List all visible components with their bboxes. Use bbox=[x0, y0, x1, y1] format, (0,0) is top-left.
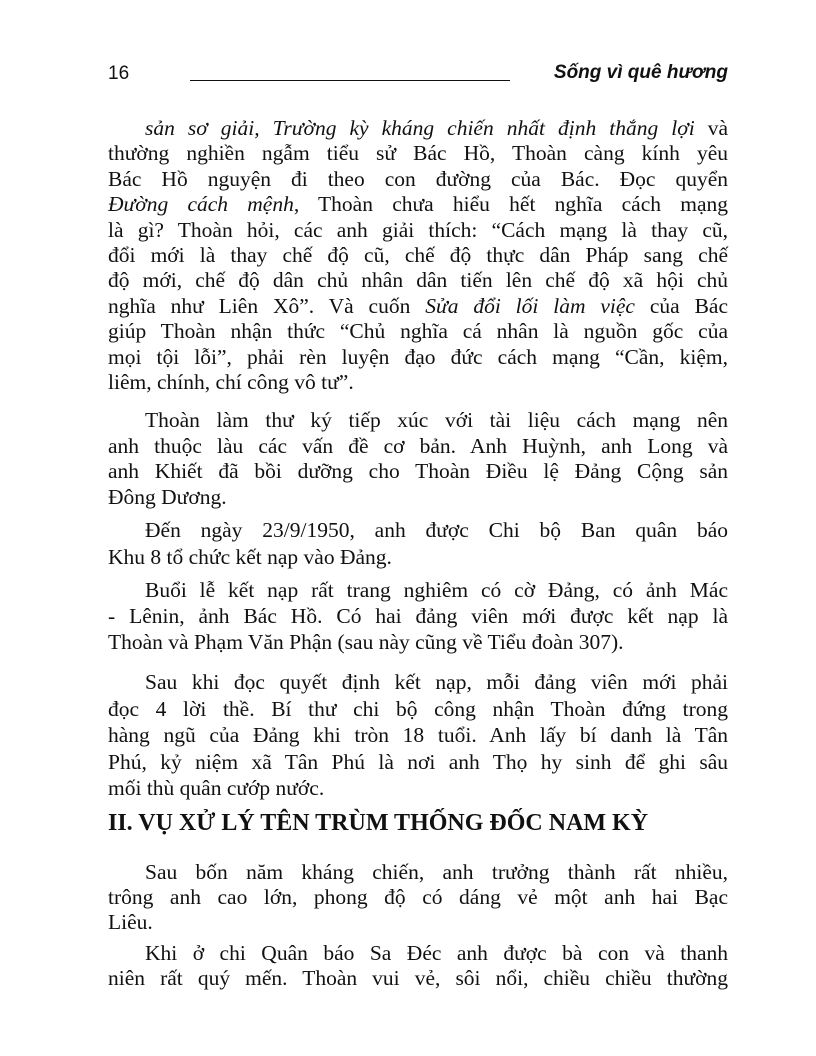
text-line bbox=[108, 696, 728, 722]
italic-title-text: Đường cách mệnh bbox=[108, 192, 294, 217]
text-line bbox=[108, 629, 728, 655]
text-line bbox=[108, 217, 728, 243]
text-segment: độ mới, chế độ dân chủ nhân dân tiến lên chế độ xã hội chủ bbox=[108, 268, 728, 293]
text-segment: , Thoàn chưa hiểu hết nghĩa cách mạng bbox=[293, 192, 729, 217]
text-line bbox=[108, 603, 728, 629]
italic-title-text: sản sơ giải, Trường kỳ kháng chiến nhất định thắng lợi bbox=[145, 116, 695, 140]
text-line bbox=[108, 722, 728, 748]
text-line bbox=[145, 940, 728, 966]
text-segment: Sau bốn năm kháng chiến, anh trưởng thành rất nhiều, bbox=[145, 860, 728, 884]
text-segment: và bbox=[694, 116, 728, 140]
text-line bbox=[108, 775, 728, 801]
text-line bbox=[108, 191, 728, 217]
text-segment: anh Khiết đã bồi dưỡng cho Thoàn Điều lệ Đảng Cộng sản bbox=[108, 459, 728, 483]
text-line bbox=[108, 318, 728, 344]
text-line bbox=[108, 140, 728, 166]
text-line bbox=[145, 115, 728, 141]
text-line bbox=[108, 267, 728, 293]
text-line bbox=[108, 293, 728, 319]
text-line bbox=[108, 544, 728, 570]
text-line bbox=[145, 669, 728, 695]
text-segment: Đông Dương. bbox=[108, 484, 227, 509]
text-segment: mọi tội lỗi”, phải rèn luyện đạo đức cách mạng “Cần, kiệm, bbox=[108, 344, 728, 369]
running-title: Sống vì quê hương bbox=[553, 62, 728, 83]
text-segment: của Bác bbox=[634, 293, 728, 318]
text-segment: đọc 4 lời thề. Bí thư chi bộ công nhận Thoàn đứng trong bbox=[108, 696, 728, 721]
text-segment: nghĩa như Liên Xô”. Và cuốn bbox=[108, 293, 426, 318]
text-segment: niên rất quý mến. Thoàn vui vẻ, sôi nổi, chiều chiều thường bbox=[108, 966, 728, 990]
italic-title-text: Sửa đổi lối làm việc bbox=[425, 293, 635, 318]
text-segment: - Lênin, ảnh Bác Hồ. Có hai đảng viên mới được kết nạp là bbox=[108, 604, 728, 628]
text-segment: mối thù quân cướp nước. bbox=[108, 776, 325, 800]
text-line bbox=[108, 484, 728, 510]
text-segment: Buổi lễ kết nạp rất trang nghiêm có cờ Đảng, có ảnh Mác bbox=[145, 578, 728, 602]
text-line bbox=[108, 433, 728, 459]
text-segment: là gì? Thoàn hỏi, các anh giải thích: “Cách mạng là thay cũ, bbox=[108, 217, 728, 242]
text-segment: thường nghiền ngẫm tiểu sử Bác Hồ, Thoàn càng kính yêu bbox=[108, 141, 728, 166]
text-segment: Khu 8 tổ chức kết nạp vào Đảng. bbox=[108, 544, 392, 569]
text-line bbox=[145, 407, 728, 433]
text-line bbox=[145, 577, 728, 603]
text-segment: đổi mới là thay chế độ cũ, chế độ thực dân Pháp sang chế bbox=[108, 243, 728, 267]
text-segment: Phú, kỷ niệm xã Tân Phú là nơi anh Thọ hy sinh để ghi sâu bbox=[108, 749, 728, 774]
text-segment: giúp Thoàn nhận thức “Chủ nghĩa cá nhân là nguồn gốc của bbox=[108, 319, 728, 344]
text-line bbox=[108, 344, 728, 370]
text-segment: Bác Hồ nguyện đi theo con đường của Bác. Đọc quyển bbox=[108, 166, 728, 191]
text-line bbox=[145, 859, 728, 885]
text-line bbox=[108, 242, 728, 268]
text-line bbox=[108, 909, 728, 935]
text-line bbox=[108, 369, 728, 395]
text-segment: Liêu. bbox=[108, 910, 153, 934]
header-rule bbox=[190, 80, 510, 81]
section-heading: II. VỤ XỬ LÝ TÊN TRÙM THỐNG ĐỐC NAM KỲ bbox=[108, 810, 649, 836]
page-number: 16 bbox=[108, 63, 130, 84]
text-segment: Sau khi đọc quyết định kết nạp, mỗi đảng viên mới phải bbox=[145, 670, 728, 694]
text-segment: trông anh cao lớn, phong độ có dáng vẻ một anh hai Bạc bbox=[108, 885, 728, 909]
text-segment: liêm, chính, chí công vô tư”. bbox=[108, 370, 354, 394]
text-line bbox=[145, 517, 728, 543]
text-line bbox=[108, 749, 728, 775]
text-segment: Khi ở chi Quân báo Sa Đéc anh được bà con và thanh bbox=[145, 941, 728, 965]
text-segment: Thoàn và Phạm Văn Phận (sau này cũng về Tiểu đoàn 307). bbox=[108, 630, 624, 654]
text-line bbox=[108, 458, 728, 484]
text-line bbox=[108, 965, 728, 991]
text-segment: Thoàn làm thư ký tiếp xúc với tài liệu cách mạng nên bbox=[145, 408, 728, 432]
text-line bbox=[108, 166, 728, 192]
text-line bbox=[108, 884, 728, 910]
text-segment: Đến ngày 23/9/1950, anh được Chi bộ Ban quân báo bbox=[145, 518, 728, 542]
text-segment: hàng ngũ của Đảng khi tròn 18 tuổi. Anh lấy bí danh là Tân bbox=[108, 723, 728, 747]
text-segment: anh thuộc làu các vấn đề cơ bản. Anh Huỳnh, anh Long và bbox=[108, 433, 728, 458]
